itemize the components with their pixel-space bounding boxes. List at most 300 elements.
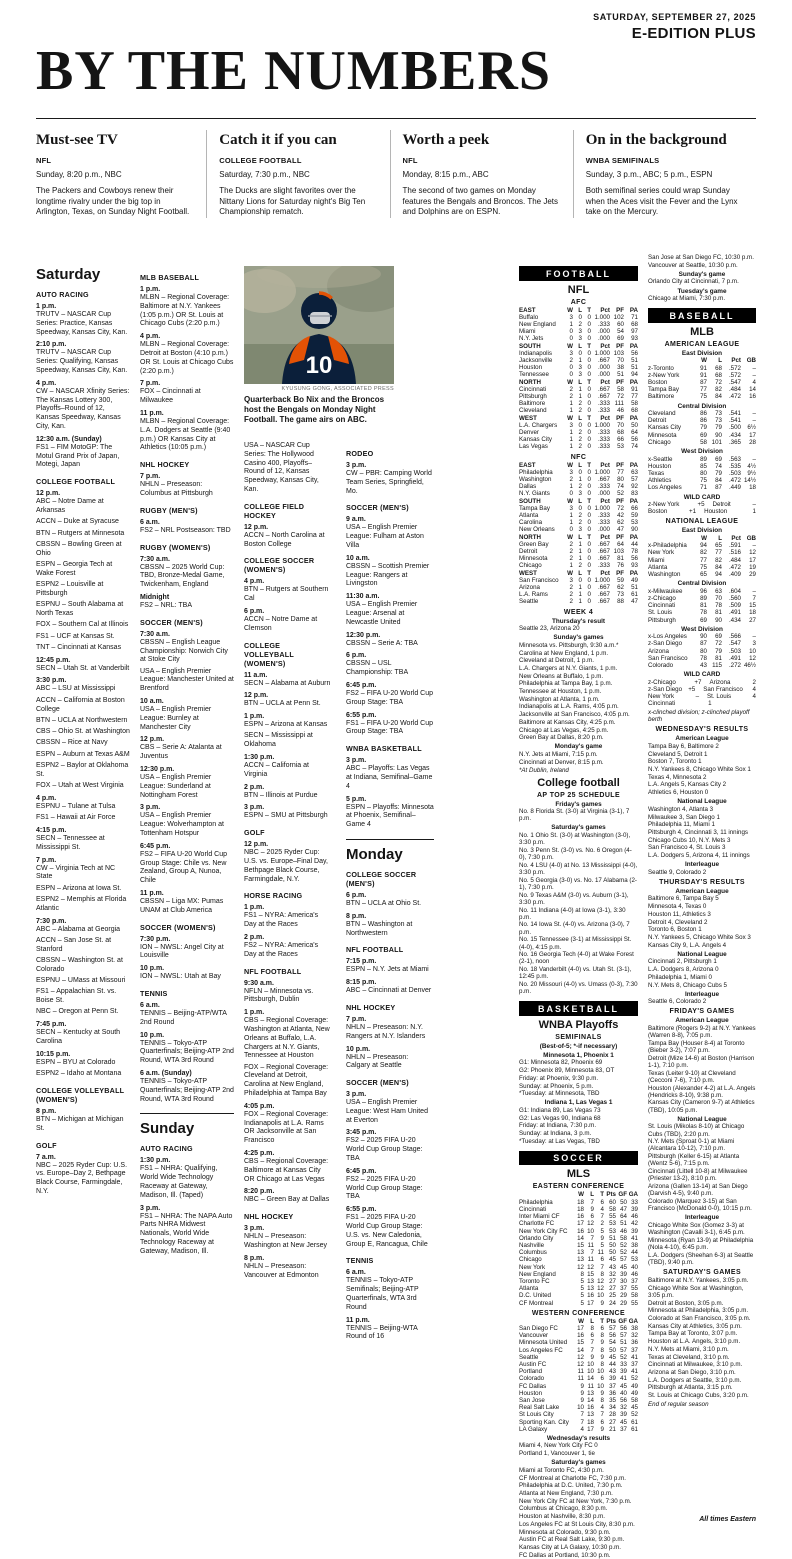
listing-item: USA – English Premier League: West Ham United at Everton xyxy=(346,1099,428,1124)
standings-row: Indianapolis 3 0 0 1.000 103 56 xyxy=(519,349,638,357)
listing-item: ESPN – Playoffs: Minnesota at Phoenix, Semifinal–Game 4 xyxy=(346,803,434,829)
subheader: THURSDAY'S RESULTS xyxy=(659,878,745,886)
standings-row: Austin FC 12 10 8 44 33 37 xyxy=(519,1360,638,1368)
score-line: Baltimore (Rogers 9-2) at N.Y. Yankees (Warren 8-8), 7:05 p.m. xyxy=(648,1024,756,1040)
standings-row: Philadelphia 3 0 0 1.000 77 63 xyxy=(519,468,638,476)
standings-row: Athletics 75 84 .472 14½ xyxy=(648,477,756,485)
standings-row: Detroit 2 1 0 .667 103 78 xyxy=(519,548,638,555)
standings-row: Buffalo 3 0 0 1.000 102 71 xyxy=(519,313,638,321)
score-line: Columbus at Chicago, 8:30 p.m. xyxy=(519,1505,608,1513)
time-label: 7:45 p.m. xyxy=(36,1021,67,1029)
group-label: East Division xyxy=(681,527,723,535)
time-label: 8:15 p.m. xyxy=(346,979,377,987)
listing-item: NFLN – Minnesota vs. Pittsburgh, Dublin xyxy=(244,987,314,1004)
listing-item: SECN – Tennessee at Mississippi St. xyxy=(36,834,105,851)
score-line: San Jose at San Diego FC, 10:30 p.m. xyxy=(648,254,754,261)
score-line: No. 8 Florida St. (3-0) at Virginia (3-1), 7 p.m. xyxy=(519,808,630,823)
feature-title: Must-see TV xyxy=(36,132,118,148)
listing-item: FS1 – NYRA: America's Day at the Races xyxy=(244,912,319,929)
listing-item: ABC – Playoffs: Las Vegas at Indiana, Semifinal–Game 4 xyxy=(346,765,433,790)
standings-row: New Orleans 0 3 0 .000 47 90 xyxy=(519,526,638,534)
score-line: Pittsburgh (Keller 6-15) at Atlanta (Wentz 5-6), 7:15 p.m. xyxy=(648,1153,740,1168)
listing-item: ESPN2 – Idaho at Montana xyxy=(36,1070,122,1078)
time-label: 6 a.m. (Sunday) xyxy=(140,1069,192,1077)
standings-row: Houston 9 13 9 36 40 49 xyxy=(519,1389,638,1397)
listing-item: USA – English Premier League: Fulham at Aston Villa xyxy=(346,524,424,549)
score-line: G2: Phoenix 89, Minnesota 83, OT xyxy=(519,1067,615,1075)
standings-row: San Jose 9 14 8 35 56 58 xyxy=(519,1396,638,1404)
listing-item: TENNIS – Beijing-ATP/WTA 2nd Round xyxy=(140,1009,227,1026)
standings-row: x-Philadelphia 94 65 .591 – xyxy=(648,542,756,550)
listing-item: FS2 – NRL Postseason: TBD xyxy=(140,526,231,534)
standings-row: x-Los Angeles 90 69 .566 – xyxy=(648,633,756,641)
standings-row: L.A. Rams 2 1 0 .667 73 61 xyxy=(519,591,638,599)
listing-item: TENNIS – Beijing-WTA Round of 16 xyxy=(346,1324,418,1341)
score-line: Houston at Nashville, 8:30 p.m. xyxy=(519,1513,605,1521)
sport-header: RUGBY (MEN'S) xyxy=(140,505,198,515)
standings-row: Orlando City 14 7 9 51 58 41 xyxy=(519,1234,638,1242)
score-line: Green Bay at Dallas, 8:20 p.m. xyxy=(519,734,604,742)
time-label: 12:30 p.m. xyxy=(140,766,175,773)
standings-row: Cleveland 86 73 .541 – xyxy=(648,410,756,418)
listing-item: NHLN – Preseason: N.Y. Rangers at N.Y. Islanders xyxy=(346,1023,426,1040)
subheader: AMERICAN LEAGUE xyxy=(664,340,740,348)
listing-item: ION – NWSL: Angel City at Louisville xyxy=(140,943,224,960)
standings-row: Pittsburgh 2 1 0 .667 72 77 xyxy=(519,392,638,400)
sport-header: SOCCER (MEN'S) xyxy=(140,617,203,627)
subheader: EASTERN CONFERENCE xyxy=(532,1183,625,1191)
standings-row: San Francisco 78 81 .491 12 xyxy=(648,654,756,662)
sport-header: GOLF xyxy=(36,1140,57,1150)
listing-item: ACCN – Duke at Syracuse xyxy=(36,518,119,526)
score-line: Minnesota at Philadelphia, 3:05 p.m. xyxy=(648,1307,749,1315)
listing-item: CBS – Ohio St. at Washington xyxy=(36,728,130,736)
time-label: 7 p.m. xyxy=(346,1015,367,1023)
listing-item: ESPN – Arizona at Iowa St. xyxy=(36,884,122,892)
day-header: Monday xyxy=(346,839,434,863)
feature-body: The Ducks are slight favorites over the Nittany Lions for Saturday night's Big Ten Championship rematch. xyxy=(219,186,366,216)
sport-header: TENNIS xyxy=(140,988,168,998)
time-label: 3 p.m. xyxy=(140,804,161,812)
listing-item: BTN – Illinois at Purdue xyxy=(244,791,318,799)
feature-league: NFL xyxy=(36,156,52,165)
time-label: 12 p.m. xyxy=(244,523,269,531)
score-line: Orlando City at Cincinnati, 7 p.m. xyxy=(648,278,739,286)
standings-row: Arizona 80 79 .503 10 xyxy=(648,647,756,655)
score-line: Chicago White Sox (Gomez 3-3) at Washington (Cavalli 3-1), 6:45 p.m. xyxy=(648,1221,745,1236)
listing-item: FS2 – FIFA U-20 World Cup Group Stage: Chile vs. New Zealand, Group A, Nunoa, Chile xyxy=(140,850,228,885)
listing-item: BTN – Rutgers at Minnesota xyxy=(36,529,125,537)
score-line: Minnesota at Colorado, 9:30 p.m. xyxy=(519,1528,611,1536)
time-label: 12:30 a.m. (Sunday) xyxy=(36,435,102,443)
score-line: N.Y. Yankees 8, Chicago White Sox 1 xyxy=(648,766,751,774)
standings-header-row: W L Pct GB xyxy=(701,534,756,542)
time-label: 6 a.m. xyxy=(140,518,160,526)
listing-item: ESPN – N.Y. Jets at Miami xyxy=(346,966,429,974)
score-line: Athletics 6, Houston 0 xyxy=(648,789,709,797)
listings-column-2 xyxy=(140,266,234,1259)
standings-row: Cleveland 1 2 0 .333 46 68 xyxy=(519,407,638,415)
listing-item: USA – English Premier League: Sunderland at Nottingham Forest xyxy=(140,774,212,799)
score-line: Minnesota vs. Pittsburgh, 9:30 a.m.* xyxy=(519,641,619,649)
standings-row: Detroit 86 73 .541 – xyxy=(648,417,756,425)
score-line: G1: Indiana 89, Las Vegas 73 xyxy=(519,1106,601,1114)
time-label: 2:10 p.m. xyxy=(36,341,67,349)
standings-row: x-Seattle 89 69 .563 – xyxy=(648,455,756,463)
time-label: 6:55 p.m. xyxy=(346,1206,377,1214)
score-line: Tampa Bay (Houser 8-4) at Toronto (Bieber 3-2), 7:07 p.m. xyxy=(648,1039,745,1055)
group-label: Wednesday's results xyxy=(546,1434,611,1442)
standings-row: Tennessee 0 3 0 .000 51 94 xyxy=(519,371,638,379)
time-label: 4:25 p.m. xyxy=(244,1150,275,1158)
score-line: N.Y. Mets at Miami, 3:10 p.m. xyxy=(648,1345,729,1353)
listing-item: CW – NASCAR Xfinity Series: The Kansas Lottery 300, Playoffs–Round of 12, Kansas Speedway, Kansas City, Kan. xyxy=(36,387,130,430)
time-label: 10 p.m. xyxy=(140,1031,165,1039)
standings-row: Philadelphia 18 7 6 60 50 33 xyxy=(519,1198,638,1206)
listing-item: MLBN – Regional Coverage: L.A. Dodgers at Seattle (9:40 p.m.) OR Kansas City at Athletics (10:05 p.m.) xyxy=(140,417,231,452)
sport-header: RODEO xyxy=(346,449,374,458)
sport-header: SOCCER (MEN'S) xyxy=(346,1078,409,1088)
group-label: Sunday's game xyxy=(678,270,726,278)
listing-item: USA – English Premier League: Manchester United at Brentford xyxy=(140,667,234,693)
score-line: Sunday: at Indiana, 3 p.m. xyxy=(519,1130,592,1138)
listing-item: BTN – Rutgers at Southern Cal xyxy=(244,586,329,603)
standings-row: New York City FC 16 10 5 53 46 39 xyxy=(519,1227,638,1235)
listing-item: CBS – Regional Coverage: Washington at Atlanta, New Orleans at Buffalo, L.A. Chargers at N.Y. Giants, Tennessee at Houston xyxy=(244,1017,330,1060)
time-label: 7 p.m. xyxy=(36,856,57,864)
score-line: No. 5 Georgia (3-0) vs. No. 17 Alabama (2-1), 7:30 p.m. xyxy=(519,876,637,891)
standings-header-row: WEST W L T Pct PF PA xyxy=(519,569,638,577)
score-line: Vancouver at Seattle, 10:30 p.m. xyxy=(648,261,738,269)
listing-item: ESPNU – UMass at Missouri xyxy=(36,977,126,985)
score-line: New York City FC at New York, 7:30 p.m. xyxy=(519,1497,632,1505)
listing-item: FOX – Utah at West Virginia xyxy=(36,782,124,790)
sport-header: COLLEGE VOLLEYBALL (WOMEN'S) xyxy=(36,1085,125,1104)
feature-title: On in the background xyxy=(585,132,727,148)
standings-row: Inter Miami CF 16 6 7 55 64 46 xyxy=(519,1213,638,1221)
listing-item: ESPN2 – Baylor at Oklahoma St. xyxy=(36,761,129,778)
standings-row: z-Toronto 91 68 .572 – xyxy=(648,364,756,372)
group-label: Tuesday's game xyxy=(677,287,727,295)
time-label: 4 p.m. xyxy=(36,794,57,802)
score-line: Tampa Bay at Toronto, 3:07 p.m. xyxy=(648,1330,738,1338)
listing-item: CBS – Serie A: Atalanta at Juventus xyxy=(140,744,222,761)
sport-header: NFL FOOTBALL xyxy=(346,945,404,955)
score-line: No. 18 Vanderbilt (4-0) vs. Utah St. (3-1), 12:45 p.m. xyxy=(519,966,632,981)
feature-title: Catch it if you can xyxy=(219,132,337,148)
time-label: 8 p.m. xyxy=(36,1107,57,1115)
score-line: L.A. Dodgers at Seattle, 3:10 p.m. xyxy=(648,1376,742,1384)
score-line: Milwaukee 3, San Diego 1 xyxy=(648,813,720,821)
standings-row: San Francisco 3 0 0 1.000 59 49 xyxy=(519,576,638,584)
time-label: 7:30 p.m. xyxy=(36,917,67,925)
score-line: Kansas City 9, L.A. Angels 4 xyxy=(648,941,727,949)
standings-row: Las Vegas 1 2 0 .333 53 74 xyxy=(519,443,638,451)
standings-row: New York 82 77 .516 12 xyxy=(648,549,756,557)
feature-when: Monday, 8:15 p.m., ABC xyxy=(402,170,489,179)
score-line: Los Angeles FC at St Louis City, 8:30 p.m. xyxy=(519,1520,635,1528)
group-label: East Division xyxy=(681,349,723,357)
time-label: 6 p.m. xyxy=(346,891,367,899)
group-label: Sunday's games xyxy=(553,634,604,642)
time-label: 3 p.m. xyxy=(244,1225,265,1233)
score-line: St. Louis at Chicago Cubs, 3:20 p.m. xyxy=(648,1392,749,1400)
listing-item: NBC – 2025 Ryder Cup: U.S. vs. Europe–Day 2, Bethpage Black Course, Farmingdale, N.Y. xyxy=(36,1161,128,1195)
group-label: National League xyxy=(677,950,727,958)
standings-row: Chicago 13 11 6 45 57 53 xyxy=(519,1256,638,1264)
section-banner: FOOTBALL xyxy=(519,266,638,281)
time-label: 1 p.m. xyxy=(244,713,265,721)
listing-item: ABC – Notre Dame at Arkansas xyxy=(36,498,104,514)
subheader: AFC xyxy=(570,298,587,306)
listing-item: ESPN – Auburn at Texas A&M xyxy=(36,750,130,758)
group-label: Interleague xyxy=(684,1214,720,1222)
time-label: 7:30 a.m. xyxy=(140,630,170,638)
standings-header-row: EAST W L T Pct PF PA xyxy=(519,461,638,469)
time-label: 1 p.m. xyxy=(244,1009,265,1017)
score-line: Cincinnati 2, Pittsburgh 1 xyxy=(648,958,717,966)
listing-item: FOX – Southern Cal at Illinois xyxy=(36,621,129,629)
score-line: Pittsburgh at Atlanta, 3:15 p.m. xyxy=(648,1384,733,1392)
listing-item: TRUTV – NASCAR Cup Series: Qualifying, Kansas Speedway, Kansas City, Kan. xyxy=(36,349,128,374)
listing-item: TNT – Cincinnati at Kansas xyxy=(36,643,122,651)
subheader: NATIONAL LEAGUE xyxy=(665,518,739,526)
score-line: San Francisco 4, St. Louis 3 xyxy=(648,844,726,852)
time-label: 6:45 p.m. xyxy=(346,1167,377,1175)
listing-item: CBSSN – Rice at Navy xyxy=(36,739,108,747)
time-label: 11:30 a.m. xyxy=(346,593,380,601)
listing-item: BTN – Washington at Northwestern xyxy=(346,920,413,937)
listing-item: ESPN2 – Memphis at Florida Atlantic xyxy=(36,895,127,912)
listing-item: CBSSN – Scottish Premier League: Rangers at Livingston xyxy=(346,562,430,588)
league-header: MLB xyxy=(690,325,714,338)
score-line: Washington at Atlanta, 1 p.m. xyxy=(519,695,600,703)
score-line: No. 14 Iowa St. (4-0) vs. Arizona (3-0), 7 p.m. xyxy=(519,921,630,936)
listing-item: NBC – Oregon at Penn St. xyxy=(36,1008,119,1016)
standings-row: Cincinnati 1 xyxy=(648,700,712,708)
standings-row: z-Chicago +7 Arizona 2 xyxy=(648,678,756,686)
sport-header: NHL HOCKEY xyxy=(244,1212,294,1222)
score-line: No. 16 Georgia Tech (4-0) at Wake Forest (2-1), noon xyxy=(519,951,634,966)
score-line: Baltimore 6, Tampa Bay 5 xyxy=(648,895,719,903)
score-line: L.A. Chargers at N.Y. Giants, 1 p.m. xyxy=(519,664,618,672)
group-label: Central Division xyxy=(677,402,727,410)
score-line: Tennessee at Houston, 1 p.m. xyxy=(519,688,602,696)
feature-league: WNBA SEMIFINALS xyxy=(585,156,660,165)
listing-item: BTN – Michigan at Michigan St. xyxy=(36,1115,124,1132)
group-label: Thursday's result xyxy=(551,617,606,625)
standings-row: Jacksonville 2 1 0 .667 70 51 xyxy=(519,356,638,364)
score-line: Detroit 4, Cleveland 2 xyxy=(648,918,708,926)
score-line: Seattle 23, Arizona 20 xyxy=(519,625,580,633)
group-label: Central Division xyxy=(677,580,727,588)
score-line: Detroit (Mize 14-6) at Boston (Harrison 1-1), 7:10 p.m. xyxy=(648,1054,755,1069)
feature-worth-a-peek xyxy=(390,130,573,218)
standings-row: Colorado 11 14 6 39 41 52 xyxy=(519,1375,638,1383)
score-line: Cincinnati at Milwaukee, 3:10 p.m. xyxy=(648,1361,743,1369)
score-line: Texas (Leiter 9-10) at Cleveland (Cecconi 7-6), 7:10 p.m. xyxy=(648,1069,736,1084)
time-label: 2 p.m. xyxy=(244,783,265,791)
time-label: 3 p.m. xyxy=(140,1204,161,1212)
photo-illustration xyxy=(244,266,394,384)
time-label: 1 p.m. xyxy=(36,303,57,310)
listing-item: FS1 – UCF at Kansas St. xyxy=(36,632,115,640)
score-line: Arizona at San Diego, 3:10 p.m. xyxy=(648,1368,736,1376)
sport-header: COLLEGE SOCCER (WOMEN'S) xyxy=(244,556,315,575)
listing-item: ESPN – SMU at Pittsburgh xyxy=(244,812,328,820)
time-label: 8 p.m. xyxy=(244,1254,265,1262)
standings-row: x-Milwaukee 96 63 .604 – xyxy=(648,587,756,595)
footnote: *At Dublin, Ireland xyxy=(519,767,569,775)
standings-row: Boston 87 72 .547 4 xyxy=(648,378,756,386)
standings-row: Cincinnati 18 9 4 58 47 39 xyxy=(519,1205,638,1213)
time-label: 7:30 p.m. xyxy=(140,935,171,943)
score-line: Pittsburgh 4, Cincinnati 3, 11 innings xyxy=(648,828,748,836)
standings-header-row: SOUTH W L T Pct PF PA xyxy=(519,342,638,350)
listing-item: CBSSN – USL Championship: TBA xyxy=(346,660,409,677)
standings-row: Dallas 1 2 0 .333 74 92 xyxy=(519,483,638,491)
standings-row: Seattle 12 9 9 45 52 41 xyxy=(519,1353,638,1361)
listing-item: CW – PBR: Camping World Team Series, Springfield, Mo. xyxy=(346,470,432,495)
sport-header: AUTO RACING xyxy=(140,1144,193,1154)
time-label: 3:30 p.m. xyxy=(36,677,67,685)
time-label: 6:45 p.m. xyxy=(140,842,171,850)
photo-credit: KYUSUNG GONG, ASSOCIATED PRESS xyxy=(281,386,394,392)
score-line: Cleveland at Detroit, 1 p.m. xyxy=(519,657,594,665)
score-line: G2: Las Vegas 90, Indiana 68 xyxy=(519,1114,601,1122)
standings-row: Real Salt Lake 10 16 4 34 32 45 xyxy=(519,1404,638,1412)
standings-row: Tampa Bay 77 82 .484 14 xyxy=(648,386,756,394)
time-label: 12 p.m. xyxy=(244,692,269,700)
score-line: Philadelphia at Tampa Bay, 1 p.m. xyxy=(519,680,613,688)
league-header: College football xyxy=(537,776,620,789)
score-line: Atlanta at New England, 7:30 p.m. xyxy=(519,1490,613,1497)
standings-row: Washington 65 94 .409 29 xyxy=(648,570,756,578)
score-line: N.Y. Yankees 5, Chicago White Sox 3 xyxy=(648,934,751,941)
standings-row: New York 12 12 7 43 45 40 xyxy=(519,1263,638,1271)
standings-row: Columbus 13 7 11 50 52 44 xyxy=(519,1249,638,1257)
listing-item: ESPN – BYU at Colorado xyxy=(36,1058,116,1066)
score-line: L.A. Dodgers (Sheehan 6-3) at Seattle (TBD), 9:40 p.m. xyxy=(648,1251,754,1266)
standings-row: Houston 0 3 0 .000 38 51 xyxy=(519,364,638,372)
score-line: Chicago at Miami, 7:30 p.m. xyxy=(648,295,726,303)
time-label: 12 p.m. xyxy=(244,841,269,849)
time-label: 7 a.m. xyxy=(36,1153,56,1161)
standings-row: New York – St. Louis 4 xyxy=(648,693,756,701)
time-label: 4 p.m. xyxy=(36,379,57,387)
standings-row: z-Chicago 89 70 .560 7 xyxy=(648,594,756,602)
feature-league: COLLEGE FOOTBALL xyxy=(219,156,302,165)
time-label: 12:30 p.m. xyxy=(346,631,381,639)
standings-row: z-San Diego +5 San Francisco 4 xyxy=(648,685,756,693)
standings-row: Carolina 1 2 0 .333 62 53 xyxy=(519,519,638,527)
time-label: 3 p.m. xyxy=(346,1091,367,1099)
standings-header-row: W L T Pts GF GA xyxy=(578,1317,638,1325)
listing-item: FS1 – 2025 FIFA U-20 World Cup Group Stage: U.S. vs. New Caledonia, Group E, Rancagua, Chile xyxy=(346,1214,428,1248)
league-header: NFL xyxy=(567,283,590,296)
standings-row: Cincinnati 2 1 0 .667 58 91 xyxy=(519,385,638,393)
score-line: Friday: at Phoenix, 9:30 p.m. xyxy=(519,1074,599,1082)
time-label: 12 p.m. xyxy=(36,490,61,498)
standings-row: z-New York +5 Detroit – xyxy=(648,501,756,509)
sport-header: SOCCER (MEN'S) xyxy=(346,503,409,513)
subheader: AP TOP 25 SCHEDULE xyxy=(536,791,621,799)
listings-column-3 xyxy=(244,442,332,1283)
score-line: L.A. Dodgers 8, Arizona 0 xyxy=(648,966,719,974)
league-header: MLS xyxy=(566,1168,591,1181)
score-line: Miami at Toronto FC, 4:30 p.m. xyxy=(519,1466,604,1474)
standings-row: Atlanta 5 13 12 27 37 55 xyxy=(519,1285,638,1293)
listing-item: FS2 – 2025 FIFA U-20 World Cup Group Stage: TBA xyxy=(346,1175,423,1201)
page-title: BY THE NUMBERS xyxy=(36,40,551,102)
time-label: 10:15 p.m. xyxy=(36,1050,71,1058)
sport-header: GOLF xyxy=(244,828,265,838)
listing-item: TENNIS – Tokyo-ATP Semifinals; Beijing-ATP Quarterfinals, WTA 3rd Round xyxy=(346,1277,419,1311)
sport-header: COLLEGE VOLLEYBALL (WOMEN'S) xyxy=(244,640,294,668)
score-line: N.Y. Mets (Sproat 0-1) at Miami (Alcantara 10-12), 7:10 p.m. xyxy=(648,1138,735,1153)
listing-item: USA – English Premier League: Burnley at Manchester City xyxy=(140,706,212,731)
listing-item: ACCN – California at Virginia xyxy=(244,762,309,778)
group-label: Indiana 1, Las Vegas 1 xyxy=(544,1099,613,1107)
section-banner: BASEBALL xyxy=(648,308,756,323)
standings-header-row: W L T Pts GF GA xyxy=(578,1191,638,1199)
time-label: 1:30 p.m. xyxy=(244,754,275,762)
standings-row: New England 8 15 8 32 39 46 xyxy=(519,1270,638,1278)
feature-title: Worth a peek xyxy=(402,132,490,148)
score-line: Texas at Cleveland, 3:10 p.m. xyxy=(648,1353,730,1361)
group-label: Interleague xyxy=(684,990,720,998)
scoreboard-column-football xyxy=(519,266,638,1559)
time-label: 11 p.m. xyxy=(140,889,164,897)
time-label: 8:20 p.m. xyxy=(244,1188,275,1196)
score-line: Friday: at Indiana, 7:30 p.m. xyxy=(519,1122,597,1130)
score-line: Washington 4, Atlanta 3 xyxy=(648,805,714,813)
sport-header: RUGBY (WOMEN'S) xyxy=(140,542,211,552)
feature-background xyxy=(573,130,756,218)
score-line: Minnesota (Ryan 13-9) at Philadelphia (Nola 4-10), 6:45 p.m. xyxy=(648,1236,754,1251)
day-header: Sunday xyxy=(140,1113,234,1137)
sport-header: COLLEGE FIELD HOCKEY xyxy=(244,501,305,520)
listing-item: ESPN – Georgia Tech at Wake Forest xyxy=(36,560,113,577)
footnote: x-clinched division; z-clinched playoff berth xyxy=(648,709,750,724)
listing-item: BTN – UCLA at Ohio St. xyxy=(346,899,422,907)
subheader: WESTERN CONFERENCE xyxy=(531,1309,626,1317)
listing-item: ACCN – Notre Dame at Clemson xyxy=(244,615,318,632)
score-line: CF Montreal at Charlotte FC, 7:30 p.m. xyxy=(519,1474,626,1482)
score-line: Philadelphia at D.C. United, 7:30 p.m. xyxy=(519,1482,623,1490)
group-label: Saturday's games xyxy=(551,1459,606,1467)
time-label: 12:45 p.m. xyxy=(36,656,71,664)
score-line: Colorado at San Francisco, 3:05 p.m. xyxy=(648,1315,751,1323)
listing-item: NHLN – Preseason: Washington at New Jersey xyxy=(244,1233,327,1250)
standings-row: Pittsburgh 69 90 .434 27 xyxy=(648,616,756,624)
score-line: Seattle 9, Colorado 2 xyxy=(648,868,707,876)
score-line: Kansas City (Cameron 9-7) at Athletics (TBD), 10:05 p.m. xyxy=(648,1099,755,1114)
listing-item: NHLN – Preseason: Columbus at Pittsburgh xyxy=(140,481,213,497)
standings-row: Kansas City 79 79 .500 6½ xyxy=(648,424,756,432)
standings-row: Atlanta 1 2 0 .333 42 59 xyxy=(519,511,638,519)
listing-item: FS2 – NYRA: America's Day at the Races xyxy=(244,942,319,958)
score-line: Arizona (Gallen 13-14) at San Diego (Darvish 4-5), 9:40 p.m. xyxy=(648,1182,748,1198)
listing-item: ESPNU – South Alabama at North Texas xyxy=(36,601,124,617)
time-label: 1 p.m. xyxy=(140,286,161,293)
standings-row: Tampa Bay 3 0 0 1.000 72 66 xyxy=(519,504,638,512)
standings-row: Vancouver 16 6 8 56 57 32 xyxy=(519,1332,638,1340)
listing-item: CBSSN – English League Championship: Norwich City at Stoke City xyxy=(140,638,228,664)
listing-item: CBSSN – 2025 World Cup: TBD, Bronze-Medal Game, Twickenham, England xyxy=(140,563,225,589)
standings-row: Texas 80 79 .503 9½ xyxy=(648,469,756,477)
score-line: No. 9 Texas A&M (3-0) vs. Auburn (3-1), 3:30 p.m. xyxy=(519,891,629,906)
